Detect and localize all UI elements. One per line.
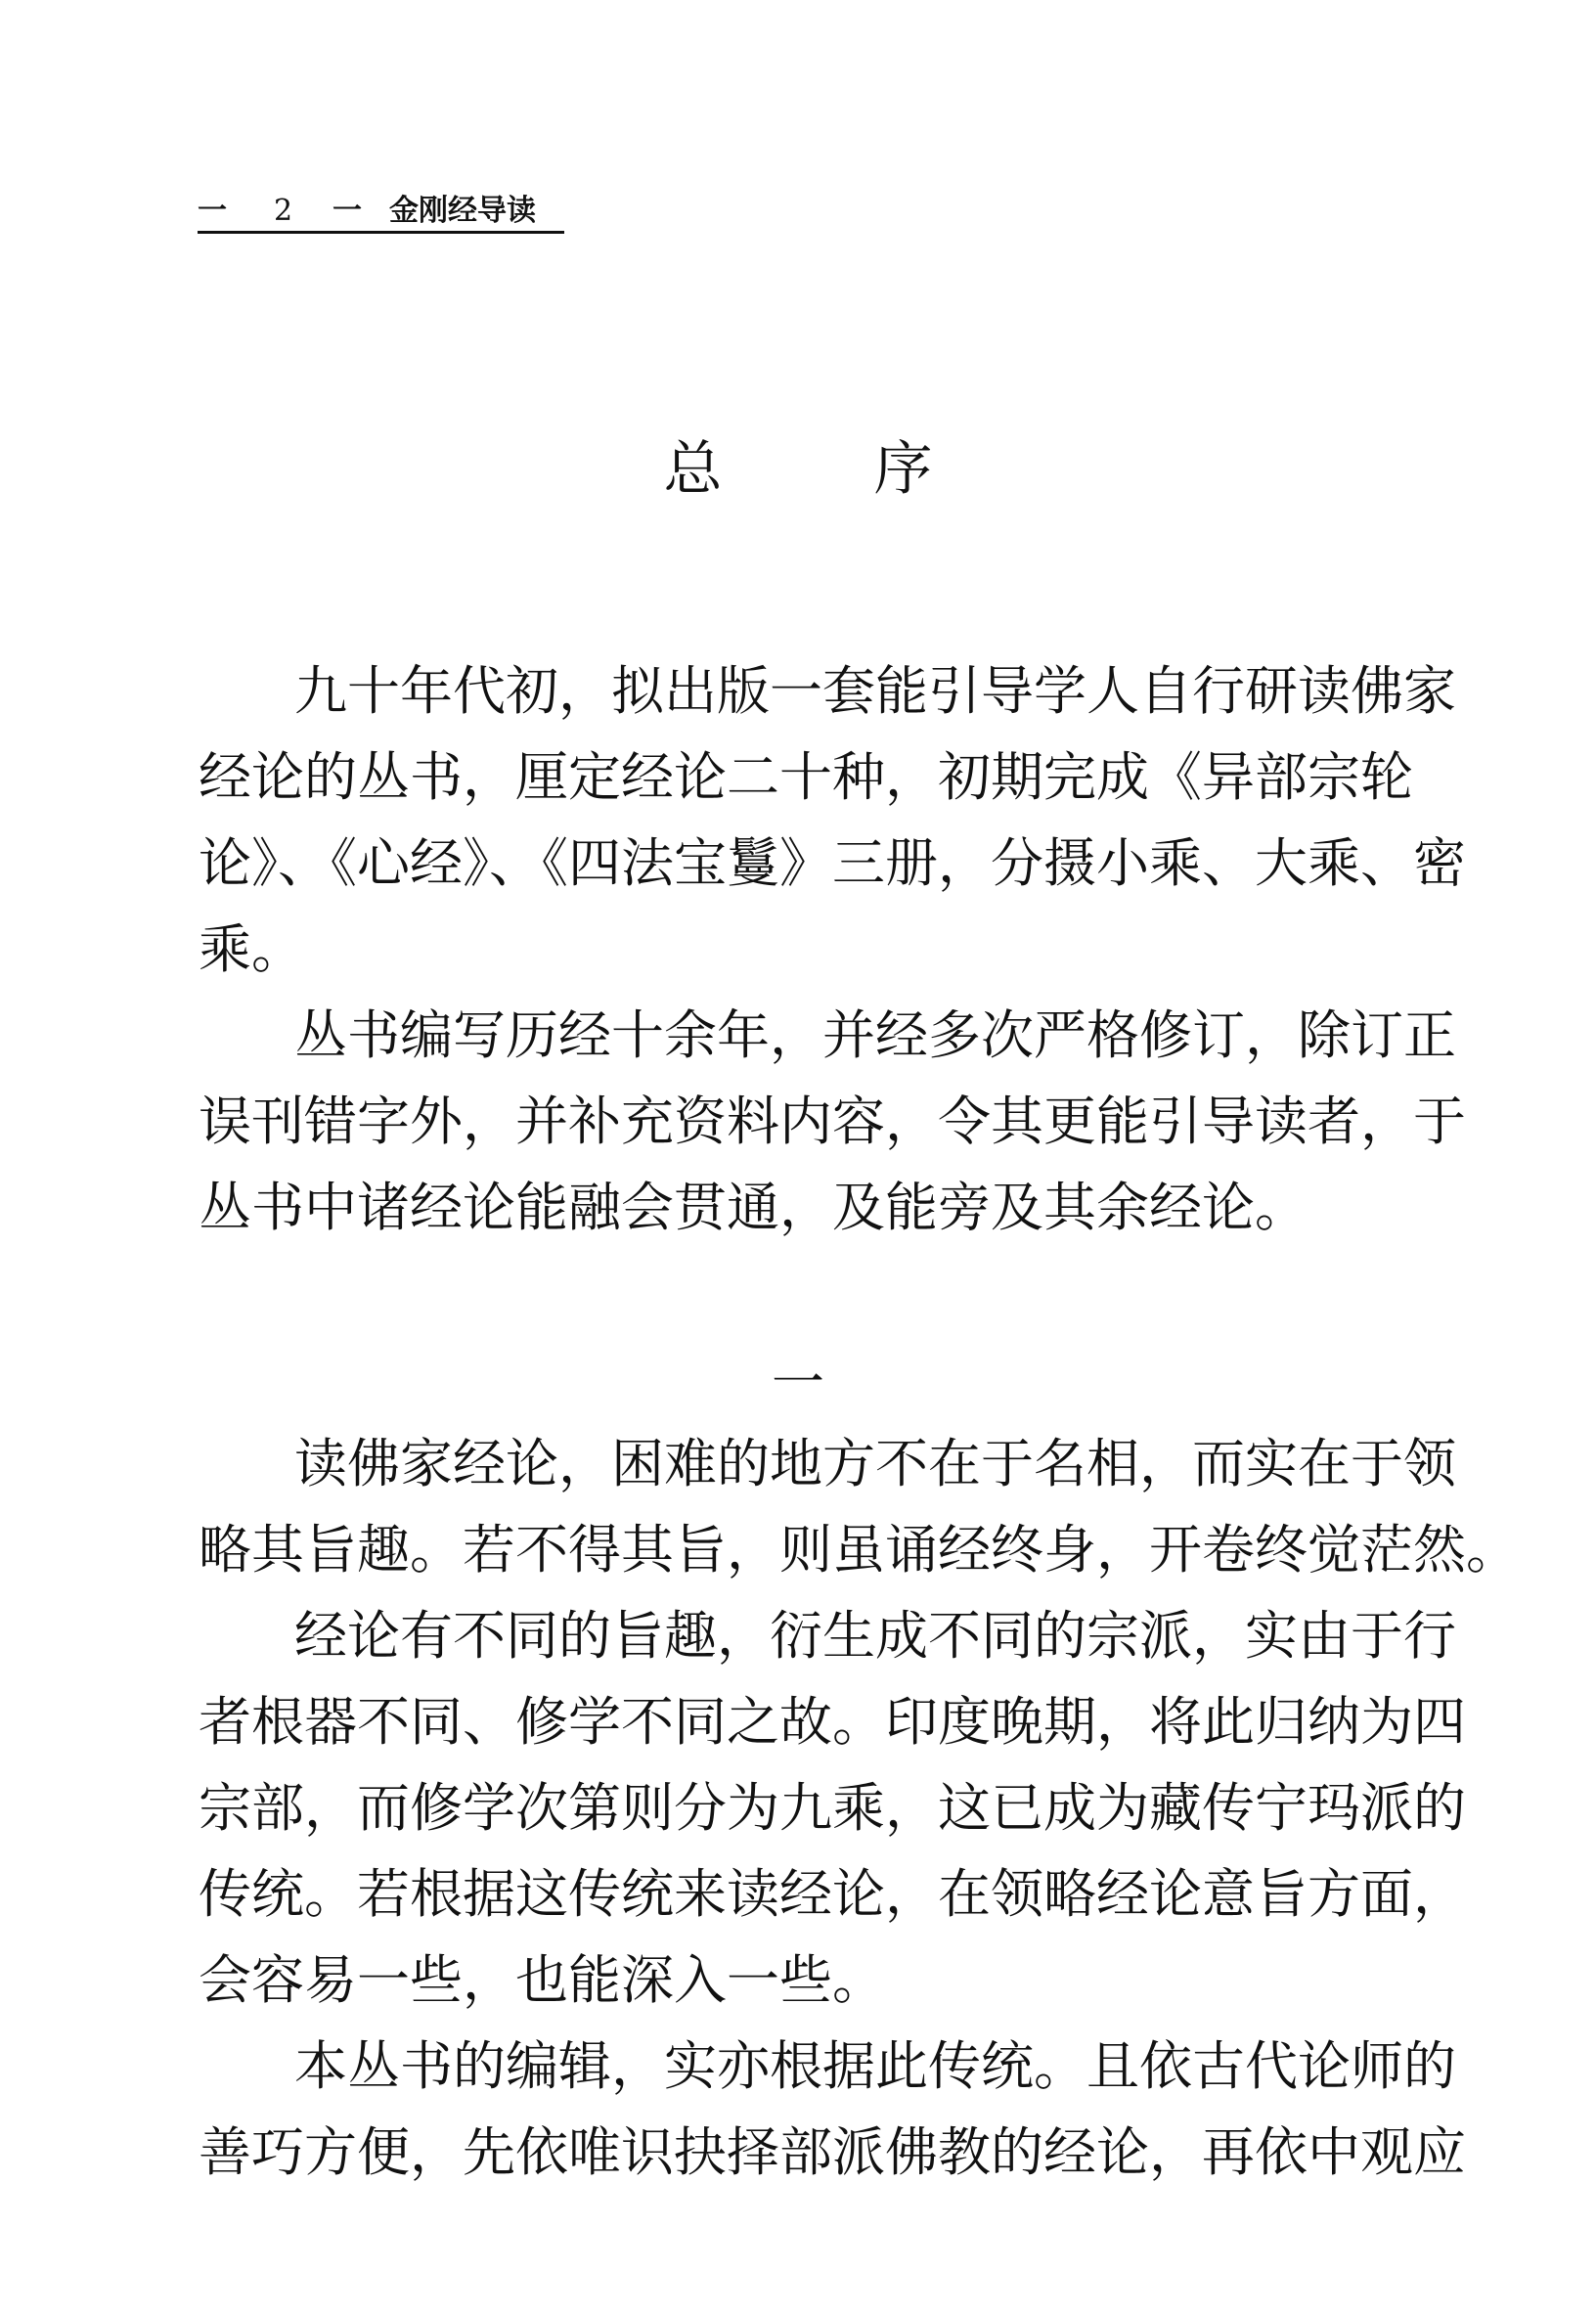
text-line: 会容易一些，也能深入一些。	[199, 1949, 885, 2011]
text-line: 九十年代初，拟出版一套能引导学人自行研读佛家	[294, 660, 1456, 722]
page-marker-left: 一	[198, 194, 227, 228]
text-line: 本丛书的编辑，实亦根据此传统。且依古代论师的	[294, 2035, 1456, 2097]
section-text	[199, 1421, 1519, 2196]
section-mark: 一	[772, 1352, 824, 1413]
text-line: 乘。	[199, 918, 304, 980]
book-title: 金刚经导读	[389, 194, 536, 228]
text-line: 丛书中诸经论能融会贯通，及能旁及其余经论。	[199, 1177, 1308, 1238]
running-head	[198, 192, 564, 234]
text-line: 读佛家经论，困难的地方不在于名相，而实在于领	[294, 1433, 1456, 1494]
text-line: 善巧方便，先依唯识抉择部派佛教的经论，再依中观应	[199, 2121, 1466, 2183]
text-line: 经论的丛书，厘定经论二十种，初期完成《异部宗轮	[199, 746, 1413, 808]
text-line: 经论有不同的旨趣，衍生成不同的宗派，实由于行	[294, 1605, 1456, 1667]
page-number: 2	[274, 194, 293, 228]
text-line: 论》、《心经》、《四法宝鬘》三册，分摄小乘、大乘、密	[199, 832, 1466, 894]
page-title: 总 序	[663, 435, 999, 504]
page-marker-right: 一	[332, 194, 362, 228]
text-line: 误刊错字外，并补充资料内容，令其更能引导读者，于	[199, 1091, 1466, 1152]
text-line: 者根器不同、修学不同之故。印度晚期，将此归纳为四	[199, 1691, 1466, 1753]
intro-text	[199, 648, 1466, 1251]
text-line: 传统。若根据这传统来读经论，在领略经论意旨方面，	[199, 1863, 1466, 1925]
text-line: 略其旨趣。若不得其旨，则虽诵经终身，开卷终觉茫然。	[199, 1519, 1519, 1581]
text-line: 宗部，而修学次第则分为九乘，这已成为藏传宁玛派的	[199, 1777, 1466, 1839]
text-line: 丛书编写历经十余年，并经多次严格修订，除订正	[294, 1004, 1456, 1066]
